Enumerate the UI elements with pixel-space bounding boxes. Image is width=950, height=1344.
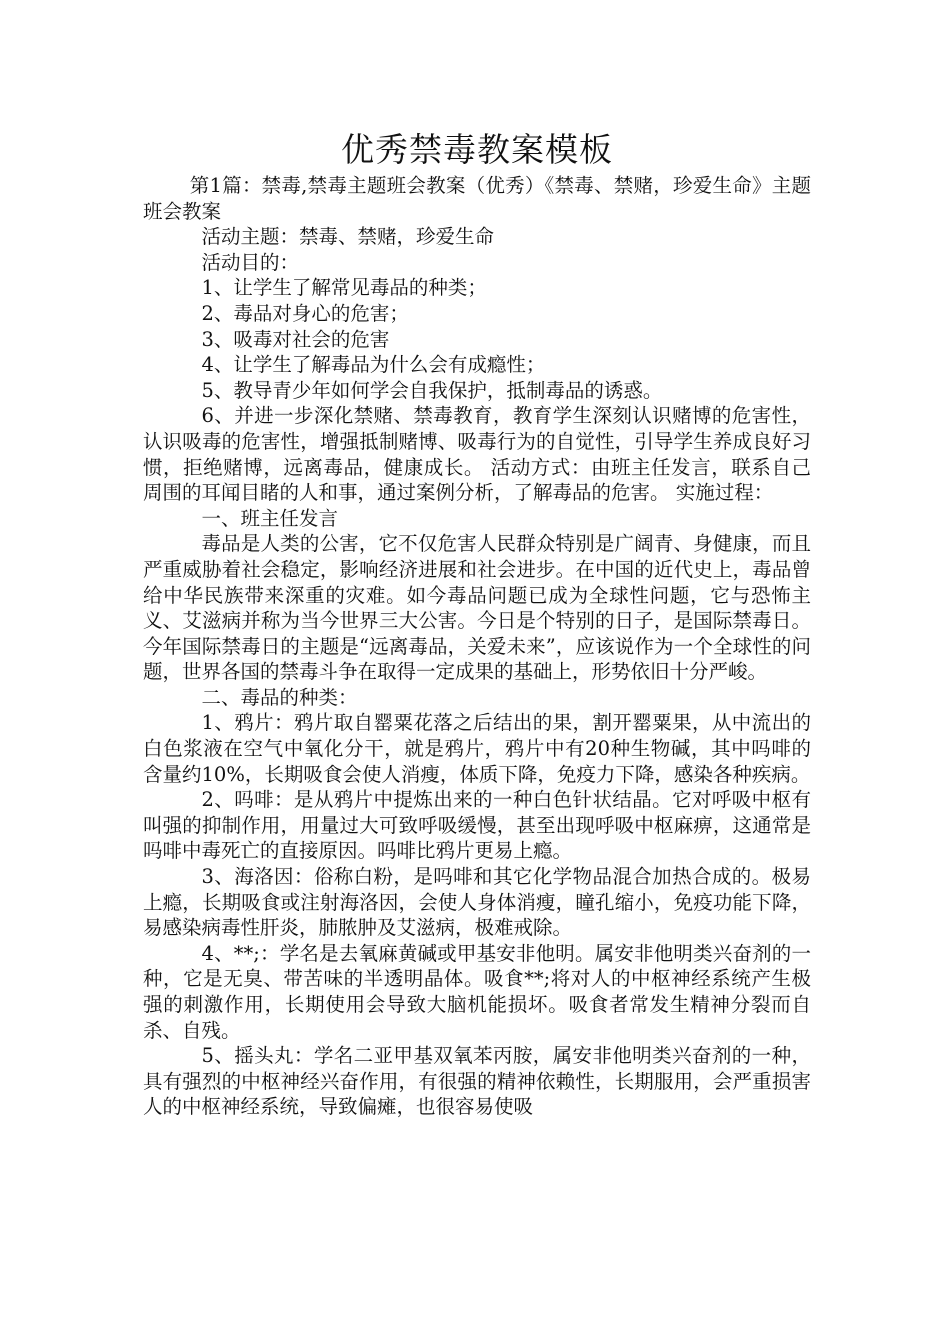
paragraph-morphine: 2、吗啡：是从鸦片中提炼出来的一种白色针状结晶。它对呼吸中枢有叫强的抑制作用，用量过大可致呼吸缓慢，甚至出现呼吸中枢麻痹，这通常是吗啡中毒死亡的直接原因。吗啡比鸦片更易上瘾。 [143, 788, 811, 863]
document-title: 优秀禁毒教案模板 [341, 130, 613, 169]
paragraph-teacher-speech: 毒品是人类的公害，它不仅危害人民群众特别是广阔青、身健康，而且严重威胁着社会稳定，影响经济进展和社会进步。在中国的近代史上，毒品曾给中华民族带来深重的灾难。如今毒品问题已成为全球性问题，它与恐怖主义、艾滋病并称为当今世界三大公害。今日是个特别的日子，是国际禁毒日。今年国际禁毒日的主题是“远离毒品，关爱未来”，应该说作为一个全球性的问题，世界各国的禁毒斗争在取得一定成果的基础上，形势依旧十分严峻。 [143, 532, 811, 684]
paragraph-purpose-1: 1、让学生了解常见毒品的种类； [201, 276, 487, 300]
section-heading-drug-types: 二、毒品的种类： [201, 685, 358, 709]
paragraph-opium: 1、鸦片：鸦片取自罂粟花落之后结出的果，割开罂粟果，从中流出的白色浆液在空气中氧化分干，就是鸦片，鸦片中有20种生物碱，其中吗啡的含量约10%，长期吸食会使人消瘦，体质下降，免疫力下降，感染各种疾病。 [143, 711, 811, 786]
paragraph-purpose-6: 6、并进一步深化禁赌、禁毒教育，教育学生深刻认识赌博的危害性，认识吸毒的危害性，增强抵制赌博、吸毒行为的自觉性，引导学生养成良好习惯，拒绝赌博，远离毒品，健康成长。 活动方式：由班主任发言，联系自己周围的耳闻目睹的人和事，通过案例分析，了解毒品的危害。 实施过程： [143, 404, 811, 505]
paragraph-chapter-heading: 第1篇：禁毒,禁毒主题班会教案（优秀）《禁毒、禁赌，珍爱生命》主题班会教案 [143, 174, 811, 223]
section-heading-teacher-speech: 一、班主任发言 [201, 506, 339, 530]
document-page [143, 128, 811, 1120]
paragraph-methamphetamine: 4、**;：学名是去氧麻黄碱或甲基安非他明。属安非他明类兴奋剂的一种，它是无臭、带苦味的半透明晶体。吸食**;将对人的中枢神经系统产生极强的刺激作用，长期使用会导致大脑机能损坏。吸食者常发生精神分裂而自杀、自残。 [143, 941, 811, 1042]
paragraph-ecstasy: 5、摇头丸：学名二亚甲基双氧苯丙胺，属安非他明类兴奋剂的一种，具有强烈的中枢神经兴奋作用，有很强的精神依赖性，长期服用，会严重损害人的中枢神经系统，导致偏瘫，也很容易使吸 [143, 1044, 811, 1119]
paragraph-heroin: 3、海洛因：俗称白粉，是吗啡和其它化学物品混合加热合成的。极易上瘾，长期吸食或注射海洛因，会使人身体消瘦，瞳孔缩小，免疫功能下降，易感染病毒性肝炎，肺脓肿及艾滋病，极难戒除。 [143, 865, 811, 940]
paragraph-purpose-4: 4、让学生了解毒品为什么会有成瘾性； [201, 353, 546, 377]
paragraph-purpose-5: 5、教导青少年如何学会自我保护，抵制毒品的诱惑。 [201, 378, 663, 402]
paragraph-purpose-2: 2、毒品对身心的危害； [201, 301, 409, 325]
paragraph-activity-purpose: 活动目的： [201, 250, 300, 274]
paragraph-purpose-3: 3、吸毒对社会的危害 [201, 327, 390, 351]
paragraph-activity-theme: 活动主题：禁毒、禁赌，珍爱生命 [201, 225, 495, 249]
